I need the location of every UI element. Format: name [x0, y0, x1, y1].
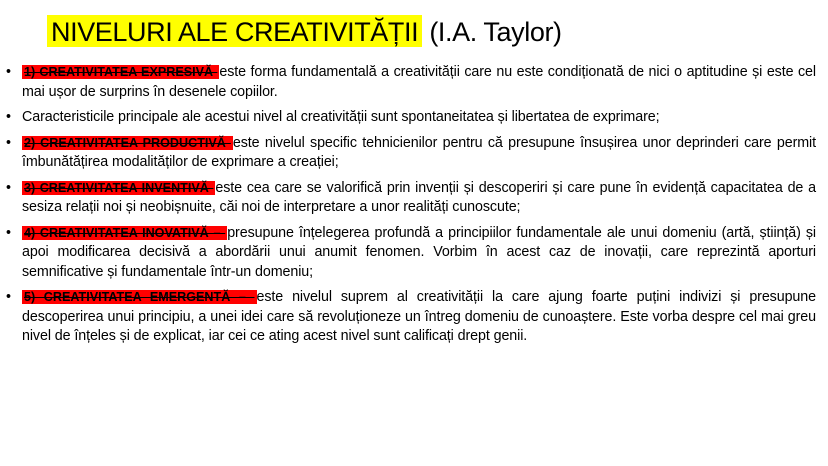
bullet-icon: • [6, 289, 11, 305]
level-tag: 4) CREATIVITATEA INOVATIVĂ – [24, 225, 226, 240]
list-item [6, 288, 816, 347]
level-description: Caracteristicile principale ale acestui nivel al creativității sunt spontaneitatea și libertatea de exprimare; [22, 109, 660, 125]
bullet-icon: • [6, 179, 11, 196]
level-description: este nivelul specific tehnicienilor pentru că presupune însușirea unor deprinderi care permit îmbunătățirea modalităților de exprimare a creației; [22, 134, 816, 170]
list-item [6, 224, 816, 283]
title-author: (I.A. Taylor) [429, 17, 562, 47]
list-item [6, 179, 816, 218]
level-description: este forma fundamentală a creativității care nu este condiționată de nici o aptitudine și este cel mai ușor de surprins în desenele copiilor. [22, 64, 816, 100]
title-main: NIVELURI ALE CREATIVITĂȚII [47, 15, 422, 47]
bullet-icon: • [6, 224, 11, 241]
slide-title [47, 12, 562, 52]
level-tag: 3) CREATIVITATEA INVENTIVĂ [24, 180, 214, 195]
level-description: presupune înțelegerea profundă a principiilor fundamentale ale unui domeniu (artă, știință) și apoi modificarea decisivă a abordării unui anumit fenomen. Vorbim în acest caz de inovații, care reprezintă aporturi semnificative și fundamentale într-un domeniu; [22, 224, 816, 280]
bullet-icon: • [6, 109, 11, 125]
list-item [6, 63, 816, 102]
level-tag: 2) CREATIVITATEA PRODUCTIVĂ [24, 135, 231, 150]
list-item [6, 108, 816, 128]
level-description: este nivelul suprem al creativității la care ajung foarte puțini indivizi și presupune descoperirea unui principiu, a unei idei care să revoluționeze un întreg domeniu de cunoaștere. Este vorba despre cel mai greu nivel de înțeles și de explicat, iar cei ce ating acest nivel sunt calificați drept genii. [22, 289, 816, 344]
bullet-icon: • [6, 134, 11, 151]
level-tag: 1) CREATIVITATEA EXPRESIVĂ [24, 65, 218, 79]
level-tag: 5) CREATIVITATEA EMERGENTĂ – [24, 290, 255, 304]
creativity-levels-list [6, 63, 816, 353]
bullet-icon: • [6, 64, 11, 80]
level-description: este cea care se valorifică prin invenții și descoperiri și care pune în evidență capacitatea de a sesiza relații noi și neobișnuite, căi noi de interpretare a unor realități cunoscute; [22, 179, 816, 215]
list-item [6, 134, 816, 173]
